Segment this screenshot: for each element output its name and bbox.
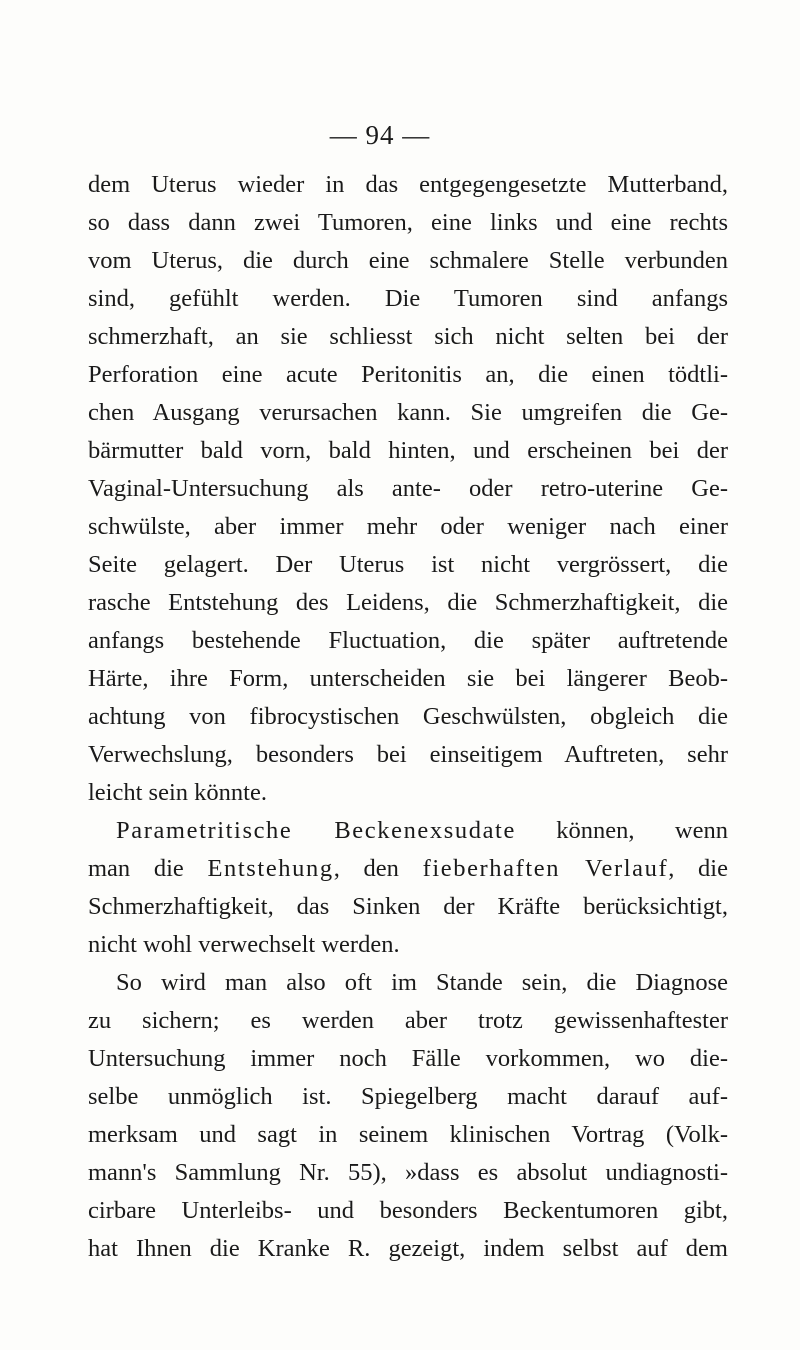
text-line: vom Uterus, die durch eine schmalere Stelle verbunden xyxy=(88,247,728,274)
spaced-term: Parametritische Beckenexsudate xyxy=(116,817,516,844)
text-fragment: , den xyxy=(333,855,423,882)
text-line: Härte, ihre Form, unterscheiden sie bei längerer Beob- xyxy=(88,665,728,692)
text-line: So wird man also oft im Stande sein, die Diagnose xyxy=(116,969,728,996)
text-line: schmerzhaft, an sie schliesst sich nicht selten bei der xyxy=(88,323,728,350)
text-fragment: man die xyxy=(88,855,208,882)
text-line: Schmerzhaftigkeit, das Sinken der Kräfte berücksichtigt, xyxy=(88,893,728,920)
text-line: leicht sein könnte. xyxy=(88,779,267,806)
spaced-term: Entstehung xyxy=(207,855,334,882)
text-line: Vaginal-Untersuchung als ante- oder retro-uterine Ge- xyxy=(88,475,728,502)
text-line: achtung von fibrocystischen Geschwülsten, obgleich die xyxy=(88,703,728,730)
page-number: — 94 — xyxy=(329,120,431,150)
text-line: sind, gefühlt werden. Die Tumoren sind anfangs xyxy=(88,285,728,312)
text-line: zu sichern; es werden aber trotz gewissenhaftester xyxy=(88,1007,728,1034)
text-line: hat Ihnen die Kranke R. gezeigt, indem selbst auf dem xyxy=(88,1235,728,1262)
text-line: selbe unmöglich ist. Spiegelberg macht darauf auf- xyxy=(88,1083,728,1110)
spaced-term: fieberhaften Verlauf xyxy=(422,855,669,882)
text-line: Verwechslung, besonders bei einseitigem Auftreten, sehr xyxy=(88,741,728,768)
text-line: cirbare Unterleibs- und besonders Beckentumoren gibt, xyxy=(88,1197,728,1224)
text-line: rasche Entstehung des Leidens, die Schmerzhaftigkeit, die xyxy=(88,589,728,616)
text-line: anfangs bestehende Fluctuation, die später auftretende xyxy=(88,627,728,654)
text-line xyxy=(88,812,728,850)
body-text xyxy=(88,166,728,1268)
text-line: mann's Sammlung Nr. 55), »dass es absolut undiagnosti- xyxy=(88,1159,728,1186)
text-line: merksam und sagt in seinem klinischen Vortrag (Volk- xyxy=(88,1121,728,1148)
text-line: Perforation eine acute Peritonitis an, die einen tödtli- xyxy=(88,361,728,388)
text-line: dem Uterus wieder in das entgegengesetzte Mutterband, xyxy=(88,171,728,198)
text-line: nicht wohl verwechselt werden. xyxy=(88,931,400,958)
text-line xyxy=(88,850,728,888)
text-line: schwülste, aber immer mehr oder weniger nach einer xyxy=(88,513,728,540)
text-line: chen Ausgang verursachen kann. Sie umgreifen die Ge- xyxy=(88,399,728,426)
text-line: so dass dann zwei Tumoren, eine links und eine rechts xyxy=(88,209,728,236)
text-line: Seite gelagert. Der Uterus ist nicht vergrössert, die xyxy=(88,551,728,578)
text-line: Untersuchung immer noch Fälle vorkommen, wo die- xyxy=(88,1045,728,1072)
text-fragment: , die xyxy=(668,855,728,882)
text-line: bärmutter bald vorn, bald hinten, und erscheinen bei der xyxy=(88,437,728,464)
text-fragment: können, wenn xyxy=(515,817,728,844)
